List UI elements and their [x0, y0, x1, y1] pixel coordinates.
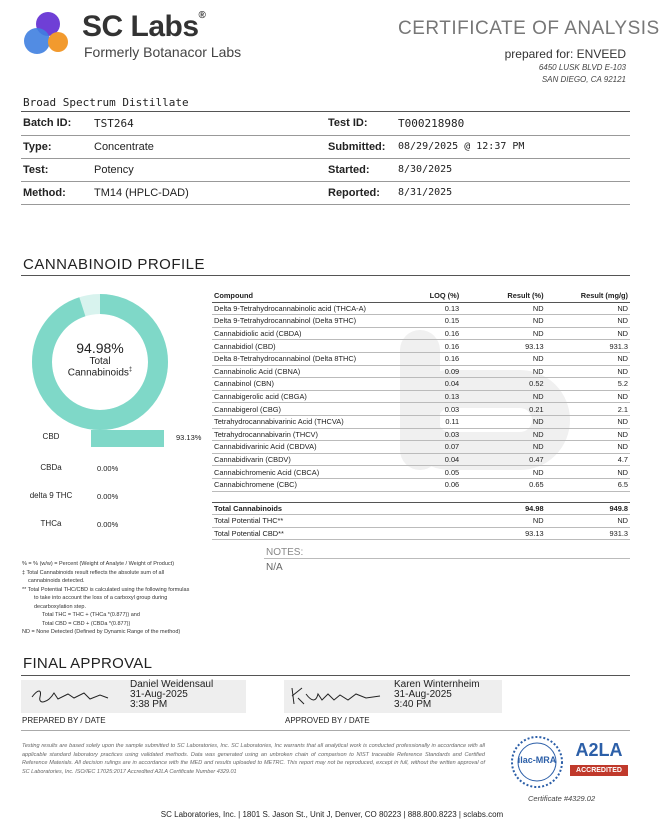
cannabinoid-table: [212, 290, 630, 540]
table-cell: ND: [546, 315, 630, 328]
table-cell: Cannabinol (CBN): [212, 378, 417, 391]
table-cell: 0.16: [417, 327, 461, 340]
table-cell: 0.16: [417, 352, 461, 365]
table-cell: Delta 9-Tetrahydrocannabinol (Delta 9THC): [212, 315, 417, 328]
approved-by-caption: APPROVED BY / DATE: [285, 716, 370, 725]
started-value: 8/30/2025: [398, 164, 453, 175]
table-cell: [417, 515, 461, 528]
signature-2-time: 3:40 PM: [394, 699, 432, 710]
table-cell: ND: [461, 302, 545, 315]
table-cell: 0.04: [417, 378, 461, 391]
table-header-cell: Result (%): [461, 290, 545, 302]
footnote-line: % = % (w/w) = Percent (Weight of Analyte / Weight of Product): [22, 561, 175, 567]
product-name: Broad Spectrum Distillate: [23, 96, 189, 109]
table-cell: Delta 9-Tetrahydrocannabinolic acid (THCA-A): [212, 302, 417, 315]
submitted-label: Submitted:: [328, 141, 386, 153]
table-cell: 0.15: [417, 315, 461, 328]
table-cell: 949.8: [546, 502, 630, 515]
footnote-line: ** Total Potential THC/CBD is calculated using the following formulas: [22, 586, 190, 593]
table-cell: 6.5: [546, 478, 630, 491]
table-row: [212, 378, 630, 391]
table-row: [212, 327, 630, 340]
table-cell: ND: [546, 466, 630, 479]
bar-value: 0.00%: [97, 492, 119, 501]
table-header-cell: LOQ (%): [417, 290, 461, 302]
table-cell: 0.03: [417, 403, 461, 416]
donut-label-cannabinoids: Cannabinoids: [67, 367, 129, 379]
table-cell: Cannabinolic Acid (CBNA): [212, 365, 417, 378]
table-cell: 94.98: [461, 502, 545, 515]
table-row: [212, 466, 630, 479]
signature-2-scribble: [288, 684, 388, 708]
table-cell: 0.04: [417, 453, 461, 466]
table-cell: 0.52: [461, 378, 545, 391]
table-spacer: [212, 491, 630, 502]
notes-title: NOTES:: [266, 547, 304, 558]
table-cell: ND: [546, 428, 630, 441]
brand-tagline: Formerly Botanacor Labs: [84, 44, 242, 60]
table-cell: 0.13: [417, 302, 461, 315]
donut-sup: ‡: [128, 367, 133, 373]
table-cell: ND: [546, 415, 630, 428]
bar-label: THCa: [40, 519, 62, 528]
table-cell: ND: [546, 327, 630, 340]
table-cell: ND: [546, 515, 630, 528]
table-cell: 0.11: [417, 415, 461, 428]
signature-1-date: 31-Aug-2025: [130, 689, 188, 700]
table-row: [212, 502, 630, 515]
table-header-cell: Compound: [212, 290, 417, 302]
table-cell: ND: [546, 352, 630, 365]
table-row: [212, 365, 630, 378]
table-cell: ND: [461, 466, 545, 479]
reported-label: Reported:: [328, 187, 380, 199]
bar-label: CBDa: [40, 463, 62, 472]
table-cell: ND: [461, 428, 545, 441]
footer: SC Laboratories, Inc. | 1801 S. Jason St., Unit J, Denver, CO 80223 | 888.800.8223 | sclabs.com: [160, 810, 504, 819]
bar-value: 93.13%: [176, 433, 202, 442]
bar-fill: [91, 430, 164, 447]
table-cell: 0.09: [417, 365, 461, 378]
test-id-label: Test ID:: [328, 117, 368, 129]
signature-1-scribble: [28, 685, 118, 707]
table-row: [212, 527, 630, 540]
table-cell: ND: [461, 441, 545, 454]
table-cell: ND: [461, 315, 545, 328]
signature-2-name: Karen Winternheim: [394, 679, 480, 690]
donut-value: 94.98%: [76, 340, 124, 356]
footnote-line: ND = None Detected (Defined by Dynamic Range of the method): [22, 629, 181, 635]
table-cell: Cannabidiol (CBD): [212, 340, 417, 353]
started-label: Started:: [328, 164, 370, 176]
table-header-cell: Result (mg/g): [546, 290, 630, 302]
table-header-row: [212, 290, 630, 302]
table-cell: ND: [461, 327, 545, 340]
a2la-text: A2LA: [575, 740, 623, 760]
table-row: [212, 390, 630, 403]
table-cell: Total Potential CBD**: [212, 527, 417, 540]
table-cell: 4.7: [546, 453, 630, 466]
submitted-value: 08/29/2025 @ 12:37 PM: [398, 141, 525, 152]
test-label: Test:: [23, 164, 49, 176]
table-cell: ND: [461, 390, 545, 403]
table-cell: ND: [461, 415, 545, 428]
cannabinoid-table-wrap: [212, 290, 630, 540]
table-cell: 0.05: [417, 466, 461, 479]
bar-value: 0.00%: [97, 464, 119, 473]
ilac-mra-text: ilac-MRA: [517, 755, 557, 765]
footnote-line: decarboxylation step.: [34, 603, 86, 610]
test-id-value: T000218980: [398, 117, 465, 130]
table-cell: Cannabichromene (CBC): [212, 478, 417, 491]
client-address-line2: SAN DIEGO, CA 92121: [541, 75, 626, 84]
reported-value: 8/31/2025: [398, 187, 453, 198]
table-cell: ND: [546, 302, 630, 315]
table-cell: 0.06: [417, 478, 461, 491]
notes-value: N/A: [266, 562, 283, 573]
brand-logo: [20, 10, 270, 62]
table-cell: 2.1: [546, 403, 630, 416]
bar-label: CBD: [42, 432, 60, 441]
batch-label: Batch ID:: [23, 117, 72, 129]
table-row: [212, 352, 630, 365]
table-cell: Cannabigerolic acid (CBGA): [212, 390, 417, 403]
profile-title: CANNABINOID PROFILE: [23, 256, 206, 273]
prepared-for: prepared for: ENVEED: [504, 47, 626, 61]
footnote-line: Total THC = THC + (THCa *(0.877)) and: [42, 612, 140, 618]
table-cell: Cannabidivarinic Acid (CBDVA): [212, 441, 417, 454]
table-cell: ND: [461, 352, 545, 365]
test-value: Potency: [94, 164, 134, 176]
footnotes: [22, 560, 262, 637]
signature-1-name: Daniel Weidensaul: [130, 679, 214, 690]
table-cell: Total Potential THC**: [212, 515, 417, 528]
document-title: CERTIFICATE OF ANALYSIS: [398, 18, 660, 39]
table-cell: 931.3: [546, 340, 630, 353]
table-cell: 0.03: [417, 428, 461, 441]
signature-2-date: 31-Aug-2025: [394, 689, 452, 700]
table-row: [212, 315, 630, 328]
prepared-by-caption: PREPARED BY / DATE: [22, 716, 106, 725]
table-cell: Total Cannabinoids: [212, 502, 417, 515]
table-cell: ND: [461, 365, 545, 378]
a2la-logo: [570, 740, 628, 788]
table-cell: [417, 502, 461, 515]
table-cell: 0.07: [417, 441, 461, 454]
donut-label-total: Total: [89, 356, 111, 367]
table-cell: 0.65: [461, 478, 545, 491]
table-cell: 0.13: [417, 390, 461, 403]
client-address-line1: 6450 LUSK BLVD E-103: [538, 63, 626, 72]
table-cell: 93.13: [461, 340, 545, 353]
table-row: [212, 428, 630, 441]
logo-orange-dot: [48, 32, 68, 52]
certificate-number: Certificate #4329.02: [528, 794, 596, 803]
table-row: [212, 415, 630, 428]
bar-label: delta 9 THC: [29, 491, 73, 500]
batch-value: TST264: [94, 117, 134, 130]
footnote-line: cannabinoids detected.: [28, 578, 85, 584]
table-cell: Delta 8-Tetrahydrocannabinol (Delta 8THC): [212, 352, 417, 365]
footnote-line: Total CBD = CBD + (CBDa *(0.877)): [42, 620, 131, 627]
table-cell: Tetrahydrocannabivarinic Acid (THCVA): [212, 415, 417, 428]
table-row: [212, 403, 630, 416]
type-value: Concentrate: [94, 141, 154, 153]
table-cell: 931.3: [546, 527, 630, 540]
table-cell: 5.2: [546, 378, 630, 391]
table-cell: ND: [546, 441, 630, 454]
type-label: Type:: [23, 141, 52, 153]
method-label: Method:: [23, 187, 66, 199]
approval-title: FINAL APPROVAL: [23, 655, 153, 672]
table-cell: ND: [546, 390, 630, 403]
table-cell: 0.47: [461, 453, 545, 466]
footnote-line: ‡ Total Cannabinoids result reflects the absolute sum of all: [22, 569, 165, 576]
signature-1-time: 3:38 PM: [130, 699, 168, 710]
disclaimer: Testing results are based solely upon the sample submitted to SC Laboratories, Inc. SC Laboratories, Inc warrants that all analytical work is conducted professionally in accordance with all applicable standard laboratory practices using validated methods. Data was generated using an unbroken chain of comparison to NIST traceable Reference Standards and Certified Reference Materials. All decision rulings are in accordance with the MED and results uploaded to METRC. This report may not be reproduced, except in full, without the written approval of SC Laboratories, Inc. ISO/IEC 17025:2017 Accredited A2LA Certificate Number 4329.01: [22, 743, 485, 775]
table-cell: Tetrahydrocannabivarin (THCV): [212, 428, 417, 441]
table-row: [212, 340, 630, 353]
table-cell: Cannabigerol (CBG): [212, 403, 417, 416]
table-row: [212, 441, 630, 454]
table-cell: [417, 527, 461, 540]
ilac-mra-logo: [510, 735, 564, 789]
table-cell: ND: [546, 365, 630, 378]
table-cell: ND: [461, 515, 545, 528]
table-cell: Cannabidiolic acid (CBDA): [212, 327, 417, 340]
method-value: TM14 (HPLC-DAD): [94, 187, 189, 199]
table-cell: Cannabichromenic Acid (CBCA): [212, 466, 417, 479]
logo-blue-dot: [24, 28, 50, 54]
footnote-line: to take into account the loss of a carboxyl group during: [34, 595, 168, 601]
table-cell: 0.16: [417, 340, 461, 353]
table-cell: 93.13: [461, 527, 545, 540]
brand-name: SC Labs: [82, 10, 199, 43]
brand-registered: ®: [198, 10, 206, 21]
a2la-accredited: ACCREDITED: [570, 765, 628, 776]
table-row: [212, 515, 630, 528]
table-row: [212, 302, 630, 315]
table-cell: 0.21: [461, 403, 545, 416]
table-row: [212, 478, 630, 491]
table-row: [212, 453, 630, 466]
table-cell: Cannabidivarin (CBDV): [212, 453, 417, 466]
bar-value: 0.00%: [97, 520, 119, 529]
